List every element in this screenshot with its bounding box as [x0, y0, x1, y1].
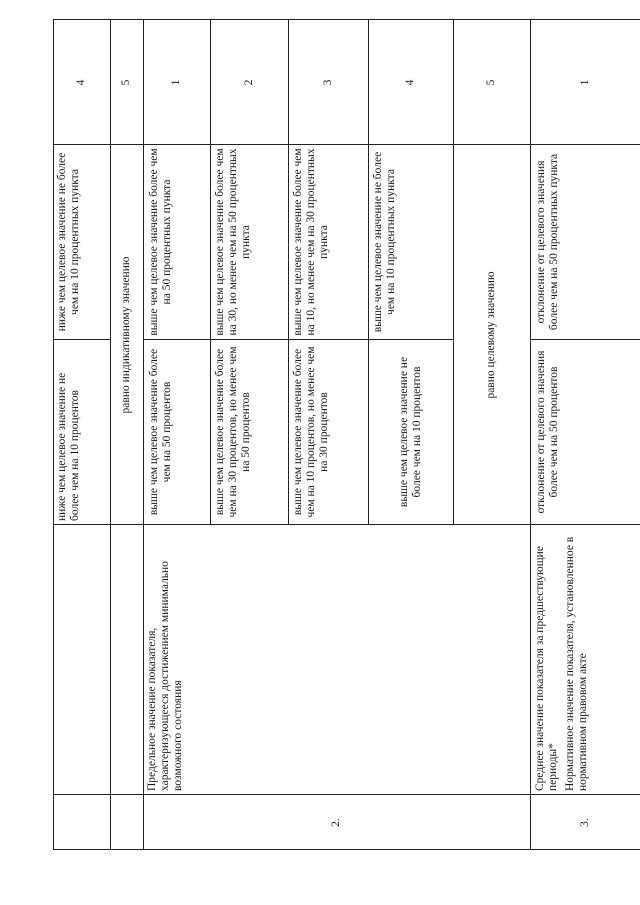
table-cell-col2: выше чем целевое значение более чем на 30, но менее чем на 50 процентных пункта [214, 148, 252, 336]
table-cell-col1: ниже чем целевое значение не более чем на 10 процентов [56, 372, 81, 521]
table-cell-index: 2. [330, 818, 342, 827]
table-cell-index: 3. [578, 818, 591, 827]
table-cell-merged: равно целевому значению [485, 271, 497, 399]
table-cell-score: 4 [404, 79, 416, 86]
table-cell-col2: выше чем целевое значение более чем на 50 процентных пункта [148, 148, 173, 336]
indicator-name-b: Нормативное значение показателя, установленное в нормативном правовом акте [564, 536, 589, 791]
table-cell-col2: выше чем целевое значение не более чем на 10 процентных пункта [372, 151, 397, 333]
table-cell-merged: равно индикативному значению [120, 256, 132, 414]
table-cell-name [534, 529, 638, 791]
table-cell-score: 5 [485, 79, 497, 86]
table-cell-score: 2 [242, 79, 255, 86]
table-cell-score: 5 [120, 79, 132, 86]
table-cell-score: 1 [578, 79, 591, 86]
table-cell-col2: отклонение от целевого значения более чем на 50 процентных пункта [535, 153, 560, 331]
table-cell-col1: отклонение от целевого значения более чем на 50 процентов [535, 350, 560, 514]
table-cell-score: 1 [170, 79, 182, 86]
table-cell-col1: выше чем целевое значение более чем на 10 процентов, но менее чем на 30 процентов [292, 346, 330, 518]
table-cell-col2: ниже чем целевое значение не более чем на 10 процентных пункта [56, 152, 81, 332]
col-divider [53, 339, 110, 340]
table-cell-score: 4 [75, 79, 87, 86]
col-divider [530, 339, 640, 340]
table-cell-score: 3 [321, 79, 334, 86]
table-cell-col1: выше чем целевое значение не более чем на 10 процентов [398, 356, 423, 508]
table-cell-col2: выше чем целевое значение более чем на 10, но менее чем на 30 процентных пункта [292, 148, 330, 336]
indicator-name-a: Среднее значение показателя за предшествующие периоды* [534, 546, 559, 791]
table-cell-col1: выше чем целевое значение более чем на 50 процентов [148, 348, 173, 516]
col-divider [143, 339, 453, 340]
table-cell-name: Предельное значение показателя, характеризующееся достижением минимально возможного состояния [146, 561, 184, 791]
table-cell-col1: выше чем целевое значение более чем на 30 процентов, но менее чем на 50 процентов [214, 346, 252, 518]
